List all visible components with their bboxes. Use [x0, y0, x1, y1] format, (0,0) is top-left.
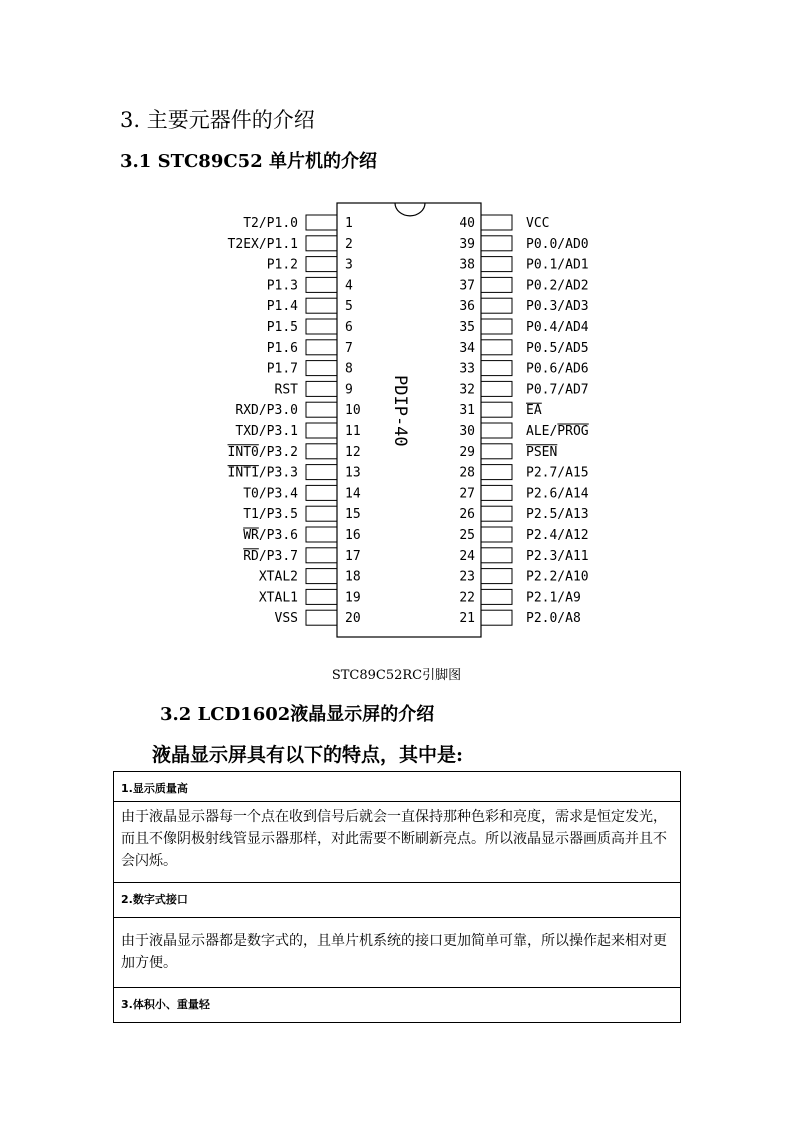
pin-pad [481, 485, 512, 500]
pin-name: P1.3 [266, 278, 298, 294]
pin-16 [243, 527, 360, 543]
pin-number: 37 [459, 278, 475, 294]
pin-number: 15 [345, 507, 361, 523]
pin-20 [275, 610, 361, 626]
pin-pad [481, 569, 512, 584]
feature-title-row [114, 772, 681, 802]
pin-number: 30 [459, 424, 475, 439]
pin-number: 39 [459, 236, 475, 252]
pin-name: P0.7/AD7 [526, 382, 589, 398]
pin-name: P2.6/A14 [526, 486, 589, 502]
pin-27 [459, 485, 588, 501]
feature-body: 由于液晶显示器都是数字式的，且单片机系统的接口更加简单可靠，所以操作起来相对更加方便。 [114, 918, 681, 988]
pin-number: 3 [345, 257, 353, 273]
pin-5 [267, 298, 353, 314]
pin-name: RD/P3.7 [243, 548, 298, 564]
pin-name: P2.2/A10 [526, 569, 589, 585]
pin-name: PSEN [526, 444, 558, 460]
pin-pad [306, 319, 337, 334]
pin-pad [481, 402, 512, 417]
pin-name: P2.1/A9 [526, 590, 581, 606]
pin-pad [306, 610, 337, 625]
pin-17 [243, 548, 360, 564]
pin-name: P0.3/AD3 [526, 299, 589, 315]
pin-number: 25 [459, 528, 475, 543]
pin-8 [267, 361, 353, 377]
pin-1 [243, 215, 353, 231]
pin-40 [459, 215, 549, 231]
pin-21 [459, 610, 580, 626]
pin-26 [459, 506, 588, 522]
pin-number: 19 [345, 590, 361, 606]
pin-name: P1.2 [266, 257, 298, 273]
pin-name: P0.5/AD5 [526, 340, 589, 356]
pin-pad [481, 589, 512, 604]
pin-number: 31 [459, 403, 475, 419]
pin-10 [235, 402, 360, 418]
pin-pad [306, 548, 337, 563]
feature-title-row [114, 988, 681, 1023]
pin-pad [306, 527, 337, 542]
pin-number: 13 [345, 465, 361, 481]
pin-name: P1.5 [266, 320, 298, 335]
pin-pad [481, 340, 512, 355]
pin-pad [481, 277, 512, 292]
pin-29 [459, 444, 557, 460]
pin-pad [306, 444, 337, 459]
pin-number: 4 [345, 278, 353, 294]
pin-name: P1.4 [266, 299, 298, 315]
pin-number: 38 [459, 257, 475, 273]
pin-pad [306, 236, 337, 251]
pin-pad [481, 506, 512, 521]
pin-number: 32 [459, 382, 475, 398]
pin-name: INT0/P3.2 [227, 444, 298, 460]
pin-pad [481, 444, 512, 459]
pin-number: 29 [459, 444, 475, 460]
pin-name: T2/P1.0 [243, 216, 298, 231]
pin-28 [459, 465, 588, 481]
pin-number: 6 [345, 320, 353, 335]
pin-number: 40 [459, 216, 475, 231]
pin-pad [481, 527, 512, 542]
pin-7 [267, 340, 353, 356]
pin-number: 7 [345, 340, 353, 356]
pin-name: P0.4/AD4 [526, 320, 589, 335]
pin-18 [259, 569, 361, 585]
pin-pad [481, 381, 512, 396]
pin-number: 22 [459, 590, 475, 606]
pin-name: T1/P3.5 [243, 507, 298, 523]
pin-pad [481, 610, 512, 625]
features-intro: 液晶显示屏具有以下的特点，其中是: [152, 744, 464, 766]
pin-11 [235, 423, 360, 439]
pin-3 [267, 257, 353, 273]
pin-13 [228, 465, 361, 481]
pin-name: P0.1/AD1 [526, 257, 589, 273]
pin-number: 24 [459, 548, 475, 564]
pin-number: 17 [345, 548, 361, 564]
pin-pad [306, 423, 337, 438]
chip-notch [395, 203, 425, 216]
pin-number: 9 [345, 382, 353, 398]
pin-name: VCC [526, 216, 550, 231]
pin-number: 36 [459, 299, 475, 315]
pin-number: 35 [459, 320, 475, 335]
pin-number: 8 [345, 361, 353, 377]
feature-title: 3.体积小、重量轻 [114, 988, 681, 1023]
pin-name: VSS [274, 611, 298, 627]
pin-2 [228, 236, 353, 252]
pin-number: 20 [345, 611, 361, 627]
pin-35 [459, 319, 588, 335]
pin-number: 2 [345, 236, 353, 252]
pin-number: 23 [459, 569, 475, 585]
pin-32 [459, 381, 588, 397]
pin-pad [481, 361, 512, 376]
pin-pad [481, 298, 512, 313]
subsection-title-lcd1602: 3.2 LCD1602液晶显示屏的介绍 [160, 704, 435, 725]
pin-name: P1.6 [266, 340, 298, 356]
pin-34 [459, 340, 588, 356]
pin-19 [259, 589, 361, 605]
section-title: 3. 主要元器件的介绍 [120, 108, 315, 132]
pin-pad [306, 257, 337, 272]
pin-pad [306, 569, 337, 584]
pin-name: EA [526, 403, 542, 419]
pin-name: XTAL1 [258, 590, 298, 606]
pin-name: P2.3/A11 [526, 548, 589, 564]
pin-name: TXD/P3.1 [235, 424, 298, 439]
pin-number: 27 [459, 486, 475, 502]
pin-pad [481, 319, 512, 334]
pin-number: 26 [459, 507, 475, 523]
pin-31 [459, 402, 541, 418]
pin-22 [459, 589, 580, 605]
pin-24 [459, 548, 588, 564]
pin-number: 21 [459, 611, 475, 627]
feature-title: 2.数字式接口 [114, 883, 681, 918]
pin-23 [459, 569, 588, 585]
pin-33 [459, 361, 588, 377]
pin-name: P0.0/AD0 [526, 236, 589, 252]
pin-pad [306, 485, 337, 500]
pin-pad [481, 423, 512, 438]
feature-body: 由于液晶显示器每一个点在收到信号后就会一直保持那种色彩和亮度，需求是恒定发光，而且不像阴极射线管显示器那样，对此需要不断刷新亮点。所以液晶显示器画质高并且不会闪烁。 [114, 802, 681, 883]
pin-number: 1 [345, 216, 353, 231]
pin-pad [481, 257, 512, 272]
pin-37 [459, 277, 588, 293]
pin-name: T0/P3.4 [243, 486, 298, 502]
pin-pad [306, 215, 337, 230]
pin-pad [481, 236, 512, 251]
pin-pad [306, 465, 337, 480]
pin-14 [243, 485, 361, 501]
pin-pad [481, 465, 512, 480]
pin-number: 10 [345, 403, 361, 419]
pin-number: 5 [345, 299, 353, 315]
pin-name: ALE/PROG [526, 424, 589, 439]
pin-number: 16 [345, 528, 361, 543]
pin-pad [306, 277, 337, 292]
pin-pad [306, 506, 337, 521]
pin-name: P1.7 [266, 361, 298, 377]
pin-name: P2.7/A15 [526, 465, 589, 481]
figure-caption: STC89C52RC引脚图 [331, 668, 462, 683]
package-label: PDIP-40 [390, 375, 410, 447]
pin-number: 18 [345, 569, 361, 585]
pin-9 [275, 381, 353, 397]
pin-4 [267, 277, 353, 293]
pin-pad [481, 548, 512, 563]
pin-name: INT1/P3.3 [227, 465, 298, 481]
pin-name: XTAL2 [258, 569, 298, 585]
pin-number: 14 [345, 486, 361, 502]
feature-body-row [114, 802, 681, 883]
pin-number: 12 [345, 444, 361, 460]
pin-name: WR/P3.6 [243, 528, 298, 543]
pin-25 [459, 527, 588, 543]
pin-name: RST [274, 382, 298, 398]
pin-name: P0.6/AD6 [526, 361, 589, 377]
pin-number: 28 [459, 465, 475, 481]
pin-39 [459, 236, 588, 252]
pin-name: P0.2/AD2 [526, 278, 589, 294]
feature-body-row [114, 918, 681, 988]
feature-title-row [114, 883, 681, 918]
pin-36 [459, 298, 588, 314]
pin-pad [306, 381, 337, 396]
pin-pad [306, 589, 337, 604]
pin-38 [459, 257, 588, 273]
pin-name: P2.4/A12 [526, 528, 589, 543]
pin-pad [481, 215, 512, 230]
pin-pad [306, 298, 337, 313]
pin-pad [306, 361, 337, 376]
pin-number: 33 [459, 361, 475, 377]
pin-pad [306, 402, 337, 417]
features-table [113, 771, 681, 1023]
pin-12 [228, 444, 361, 460]
pin-number: 34 [459, 340, 475, 356]
pin-pad [306, 340, 337, 355]
feature-title: 1.显示质量高 [114, 772, 681, 802]
subsection-title-stc89c52: 3.1 STC89C52 单片机的介绍 [120, 151, 377, 172]
pin-15 [243, 506, 360, 522]
pin-30 [459, 423, 588, 439]
pin-number: 11 [345, 424, 361, 439]
pin-name: P2.5/A13 [526, 507, 589, 523]
pin-name: RXD/P3.0 [235, 403, 298, 419]
pin-name: P2.0/A8 [526, 611, 581, 627]
pin-name: T2EX/P1.1 [227, 236, 298, 252]
pin-6 [267, 319, 353, 335]
